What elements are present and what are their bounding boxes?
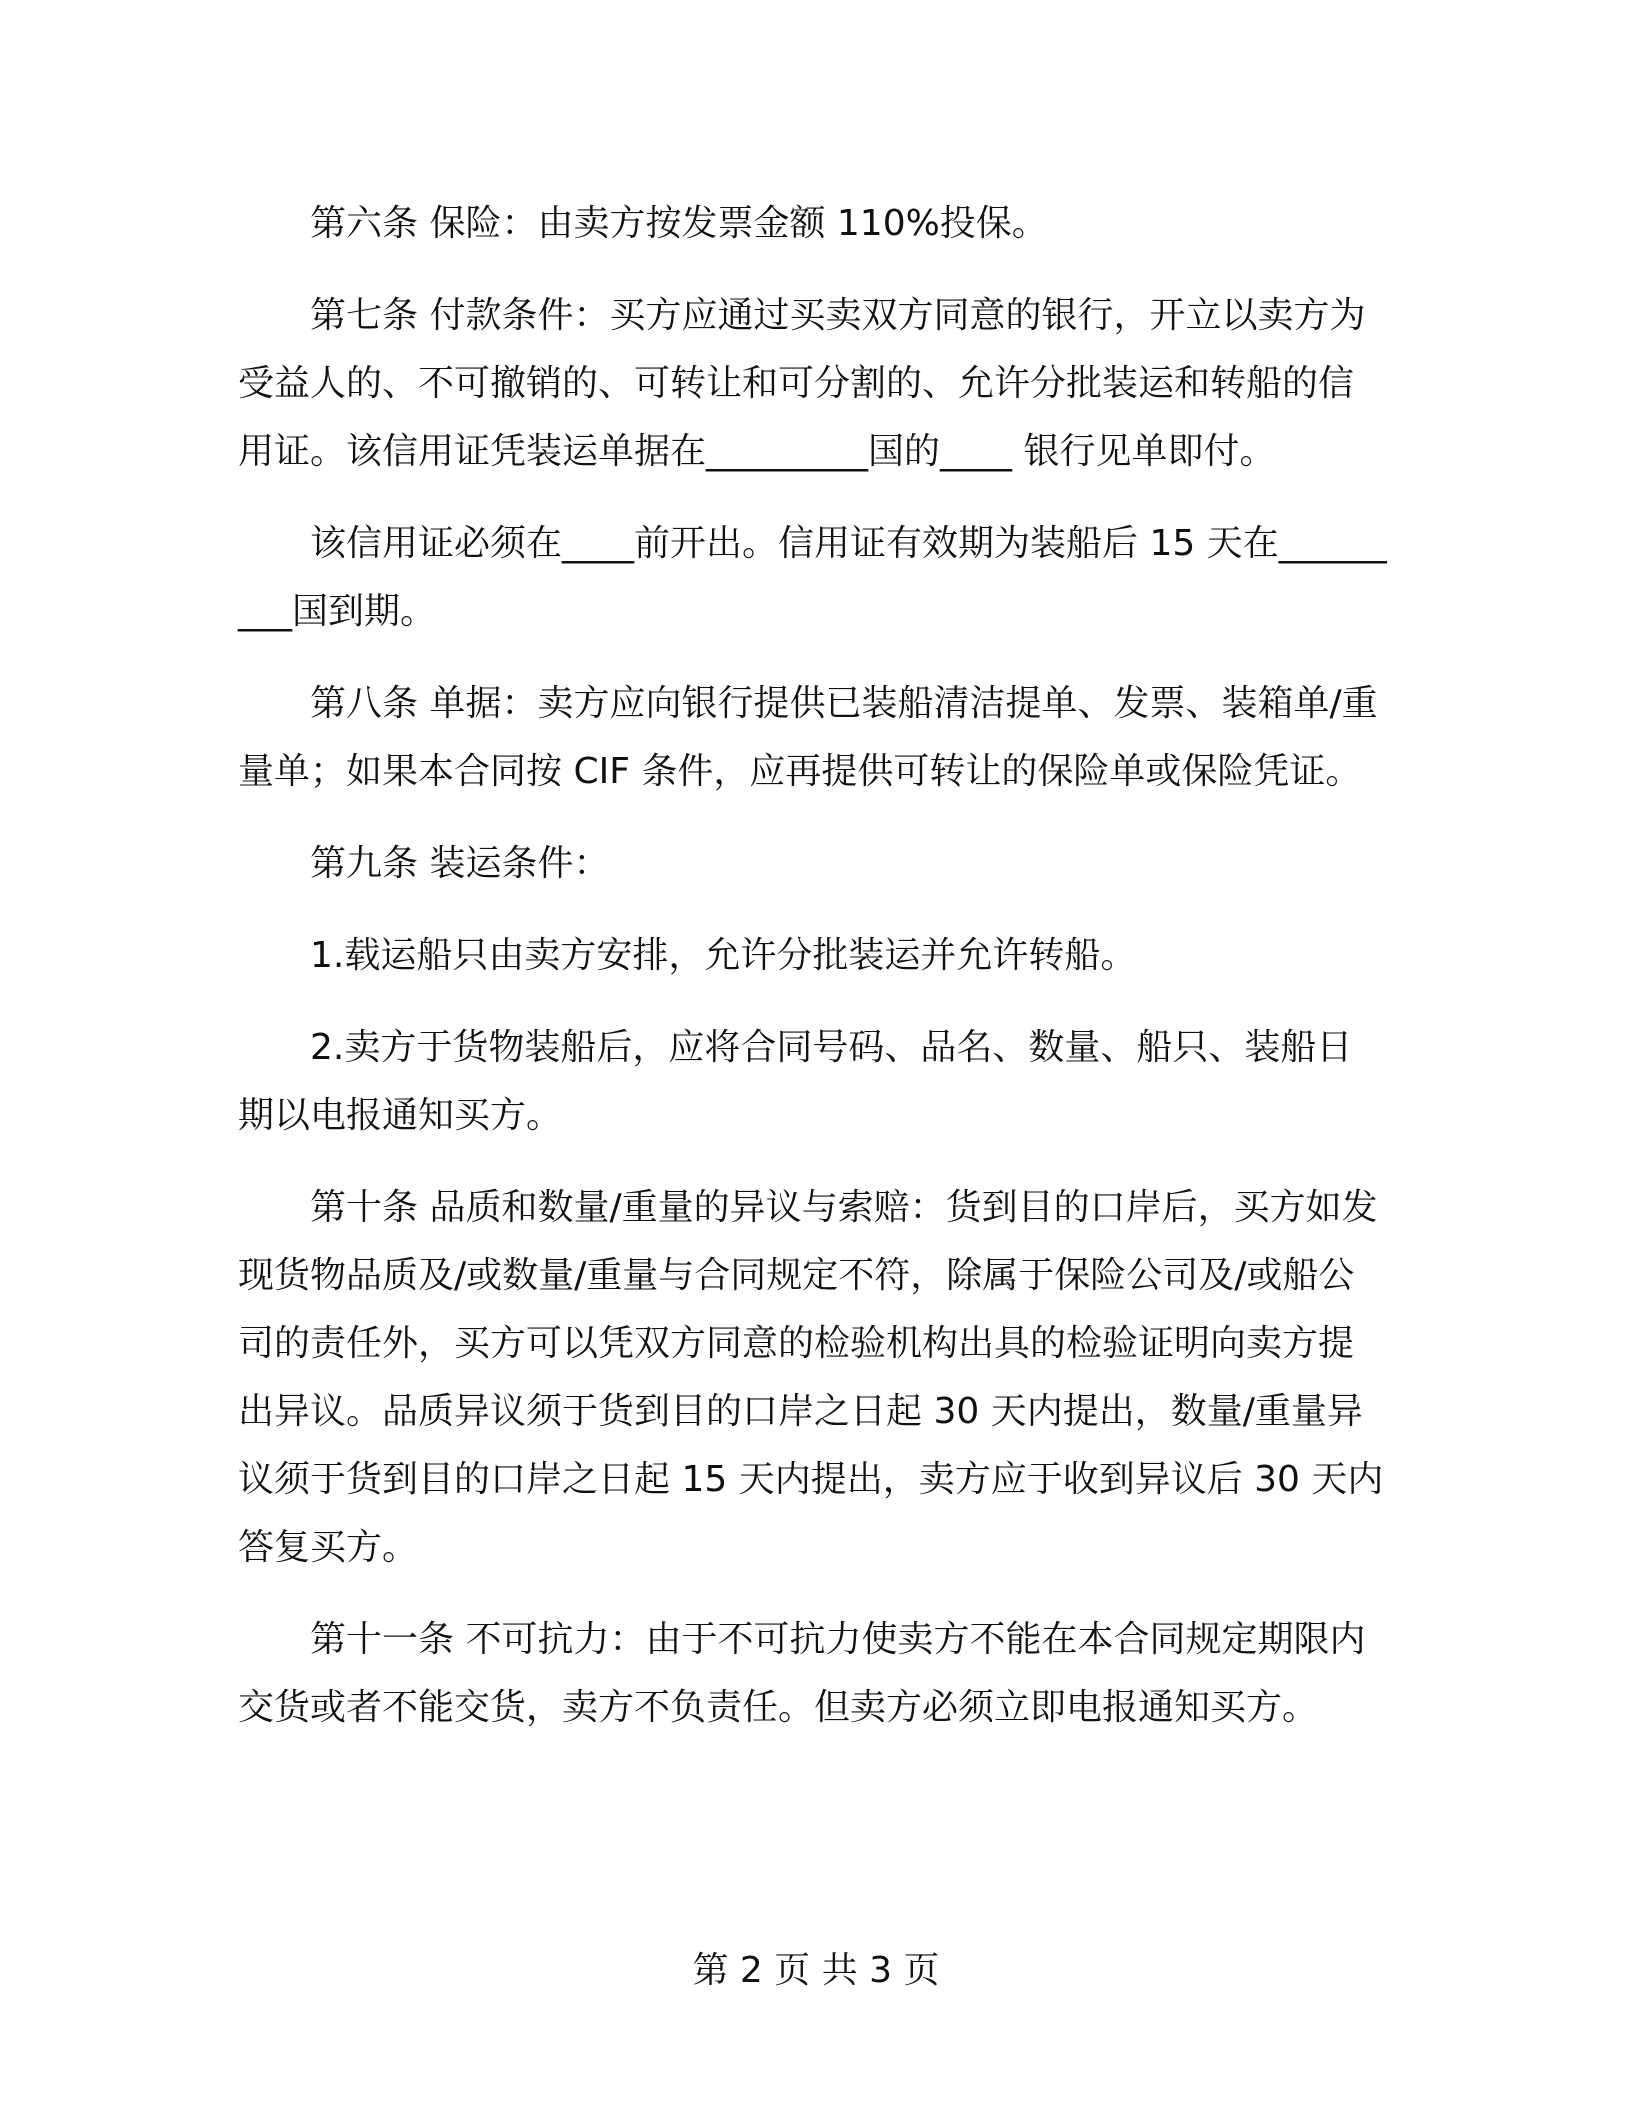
clause-9-item-1: 1.载运船只由卖方安排，允许分批装运并允许转船。 [310, 935, 1137, 976]
clause-9-item-2: 2.卖方于货物装船后，应将合同号码、品名、数量、船只、装船日期以电报通知买方。 [238, 1027, 1353, 1136]
clause-6-insurance: 第六条 保险：由卖方按发票金额 110%投保。 [310, 203, 1048, 244]
clause-7-letter-of-credit: 该信用证必须在____前开出。信用证有效期为装船后 15 天在_________国到期。 [238, 523, 1387, 632]
clause-11-force-majeure: 第十一条 不可抗力：由于不可抗力使卖方不能在本合同规定期限内交货或者不能交货，卖方不负责任。但卖方必须立即电报通知买方。 [238, 1619, 1366, 1728]
document-body [238, 190, 1388, 1742]
clause-10-claims: 第十条 品质和数量/重量的异议与索赔：货到目的口岸后，买方如发现货物品质及/或数量/重量与合同规定不符，除属于保险公司及/或船公司的责任外，买方可以凭双方同意的检验机构出具的检验证明向卖方提出异议。品质异议须于货到目的口岸之日起 30 天内提出，数量/重量异议须于货到目的口岸之日起 15 天内提出，卖方应于收到异议后 30 天内答复买方。 [238, 1187, 1384, 1568]
page-number: 第 2 页 共 3 页 [692, 1950, 940, 1991]
clause-7-payment: 第七条 付款条件：买方应通过买卖双方同意的银行，开立以卖方为受益人的、不可撤销的、可转让和可分割的、允许分批装运和转船的信用证。该信用证凭装运单据在_________国的____ 银行见单即付。 [238, 295, 1366, 472]
clause-8-documents: 第八条 单据：卖方应向银行提供已装船清洁提单、发票、装箱单/重量单；如果本合同按 CIF 条件，应再提供可转让的保险单或保险凭证。 [238, 683, 1378, 792]
clause-9-shipment-heading: 第九条 装运条件： [310, 843, 610, 884]
